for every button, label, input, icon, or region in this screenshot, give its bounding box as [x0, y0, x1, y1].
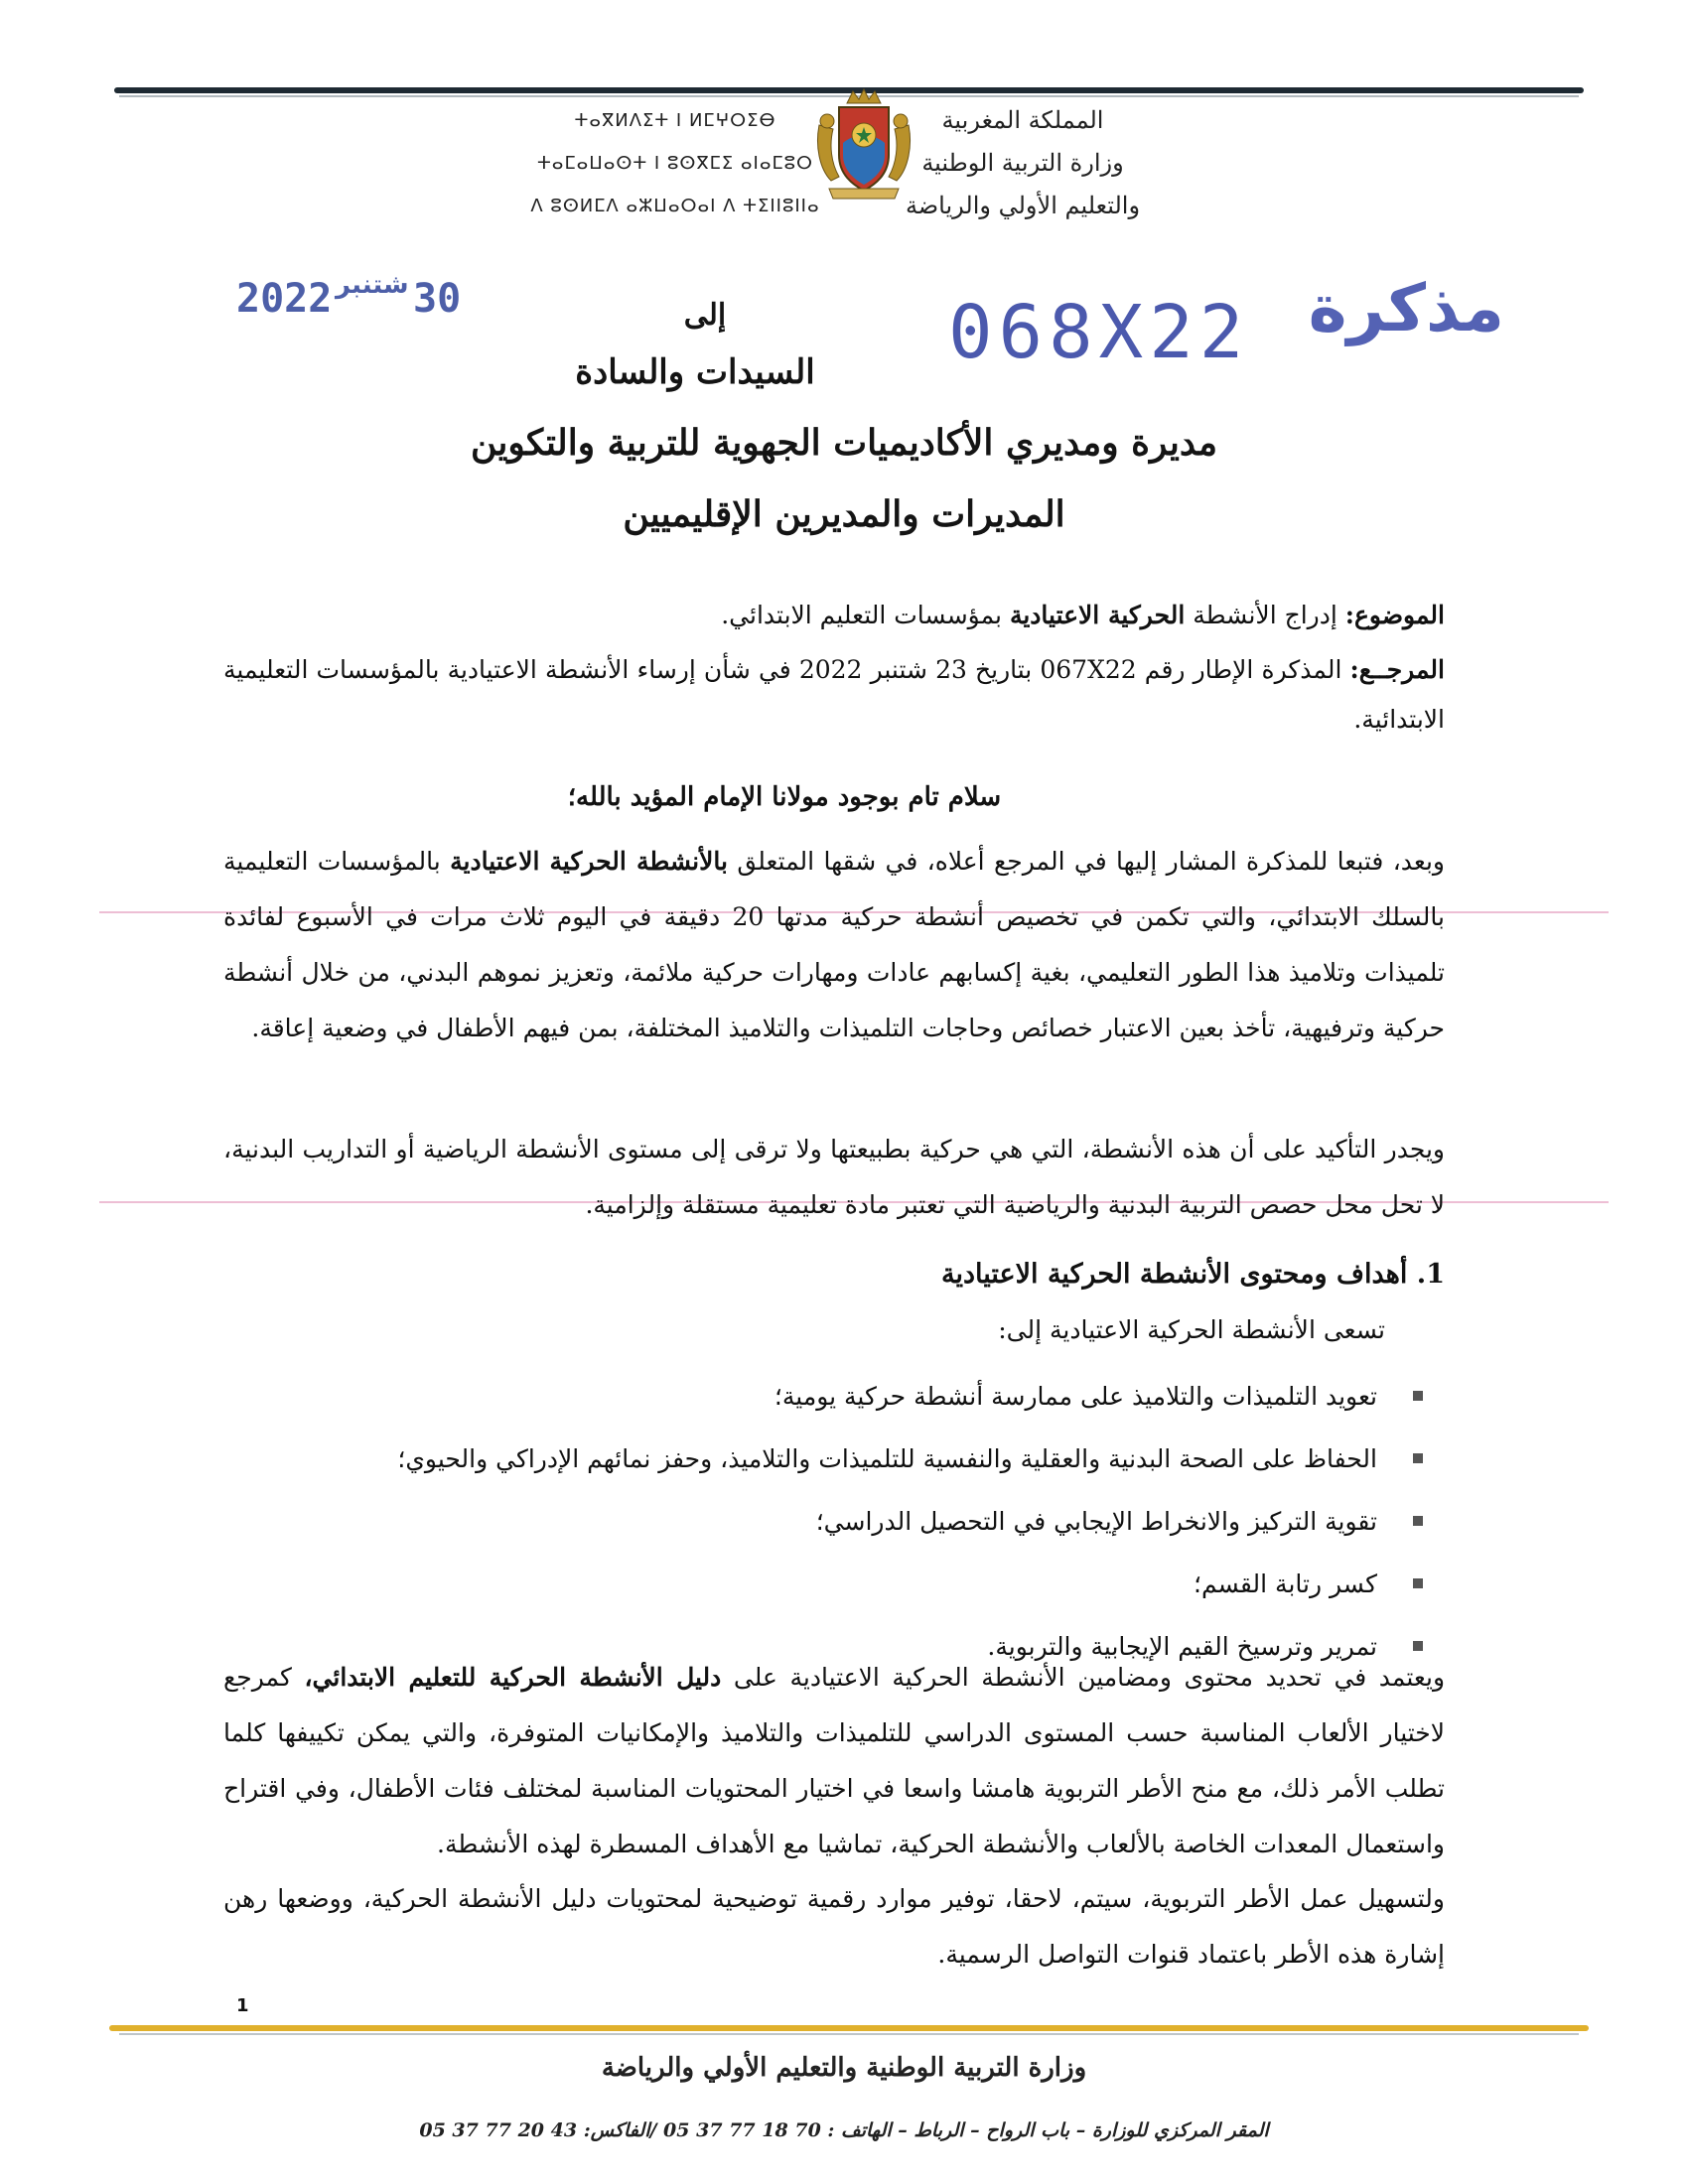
objectives-list	[223, 1365, 1435, 1678]
list-item-text: تقوية التركيز والانخراط الإيجابي في التحصيل الدراسي؛	[815, 1507, 1377, 1536]
reference-label: المرجــع:	[1349, 655, 1445, 684]
header-tifinagh-block	[516, 99, 834, 227]
section-1-number: 1.	[1416, 1259, 1445, 1290]
salutation: سلام تام بوجود مولانا الإمام المؤيد بالله؛	[567, 782, 1002, 812]
subject-text-after: بمؤسسات التعليم الابتدائي.	[721, 601, 1010, 629]
paragraph-2: ويجدر التأكيد على أن هذه الأنشطة، التي هي حركية بطبيعتها ولا ترقى إلى مستوى الأنشطة الرياضية أو التداريب البدنية، لا تحل محل حصص التربية البدنية والرياضية التي تعتبر مادة تعليمية مستقلة وإلزامية.	[223, 1135, 1445, 1219]
list-item-text: تعويد التلميذات والتلاميذ على ممارسة أنشطة حركية يومية؛	[774, 1382, 1377, 1411]
footer-address: المقر المركزي للوزارة – باب الرواح – الرباط – الهاتف : 70 18 77 37 05 /الفاكس: 43 20 77 37 05	[419, 2119, 1269, 2141]
paragraph-1-after: بالمؤسسات التعليمية بالسلك الابتدائي، والتي تكمن في تخصيص أنشطة حركية مدتها 20 دقيقة في اليوم ثلاث مرات في الأسبوع لفائدة تلميذات وتلاميذ هذا الطور التعليمي، بغية إكسابهم عادات ومهارات حركية ملائمة، وتعزيز نموهم البدني، من خلال أنشطة حركية وترفيهية، تأخذ بعين الاعتبار خصائص وحاجات التلميذات والتلاميذ المختلفة، بمن فيهم الأطفال في وضعية إعاقة.	[223, 847, 1445, 1042]
addressee-line-1: السيدات والسادة	[575, 352, 815, 392]
paragraph-3-after: كمرجع لاختيار الألعاب المناسبة حسب المستوى الدراسي للتلميذات والتلاميذ والإمكانيات المتوفرة، والتي يمكن تكييفها كلما تطلب الأمر ذلك، مع منح الأطر التربوية هامشا واسعا في اختيار المحتويات المناسبة لمختلف فئات الأطفال، وفي اقتراح واستعمال المعدات الخاصة بالألعاب والأنشطة الحركية، تماشيا مع الأهداف المسطرة لهذه الأنشطة.	[223, 1663, 1445, 1858]
bullet-square-icon	[1413, 1453, 1423, 1463]
header-tifinagh-line-1: ⵜⴰⴳⵍⴷⵉⵜ ⵏ ⵍⵎⵖⵔⵉⴱ	[574, 110, 776, 131]
paragraph-3-bold: دليل الأنشطة الحركية للتعليم الابتدائي،	[304, 1663, 722, 1692]
footer-rule	[109, 2025, 1589, 2031]
list-item-text: الحفاظ على الصحة البدنية والعقلية والنفسية للتلميذات والتلاميذ، وحفز نمائهم الإدراكي والحيوي؛	[397, 1444, 1377, 1473]
bullet-square-icon	[1413, 1516, 1423, 1526]
section-1-title-text: أهداف ومحتوى الأنشطة الحركية الاعتيادية	[941, 1259, 1408, 1290]
memo-number-stamp: 068X22	[948, 290, 1250, 375]
addressee-line-2: مديرة ومديري الأكاديميات الجهوية للتربية والتكوين	[470, 422, 1218, 464]
paragraph-3-before: ويعتمد في تحديد محتوى ومضامين الأنشطة الحركية الاعتيادية على	[721, 1663, 1446, 1692]
bullet-square-icon	[1413, 1578, 1423, 1588]
page-number: 1	[236, 1995, 249, 2016]
footer-rule-shadow	[119, 2033, 1579, 2035]
paragraph-4: ولتسهيل عمل الأطر التربوية، سيتم، لاحقا، توفير موارد رقمية توضيحية لمحتويات دليل الأنشطة الحركية، ووضعها رهن إشارة هذه الأطر باعتماد قنوات التواصل الرسمية.	[223, 1884, 1445, 1969]
subject-label: الموضوع:	[1344, 601, 1445, 629]
subject-line	[223, 593, 1445, 638]
memo-word-stamp: مذكرة	[1308, 270, 1504, 346]
paragraph-3	[223, 1650, 1445, 1872]
footer-ministry-name: وزارة التربية الوطنية والتعليم الأولي والرياضة	[601, 2053, 1087, 2083]
addressee-line-3: المديرات والمديرين الإقليميين	[623, 493, 1065, 535]
list-item	[223, 1490, 1435, 1553]
date-stamp-year: 2022	[236, 276, 333, 322]
paragraph-1-bold: بالأنشطة الحركية الاعتيادية	[450, 847, 728, 876]
list-item-text: تمرير وترسيخ القيم الإيجابية والتربوية.	[987, 1632, 1377, 1661]
addressee-to: إلى	[683, 298, 727, 333]
section-1-title	[551, 1259, 1445, 1290]
subject-text-before: إدراج الأنشطة	[1185, 601, 1345, 629]
section-1-intro: تسعى الأنشطة الحركية الاعتيادية إلى:	[998, 1315, 1385, 1344]
reference-text: المذكرة الإطار رقم 067X22 بتاريخ 23 شتنبر 2022 في شأن إرساء الأنشطة الاعتيادية بالمؤسسات التعليمية الابتدائية.	[223, 655, 1445, 734]
header-arabic-line-3: والتعليم الأولي والرياضة	[905, 192, 1141, 219]
header-tifinagh-line-2: ⵜⴰⵎⴰⵡⴰⵙⵜ ⵏ ⵓⵙⴳⵎⵉ ⴰⵏⴰⵎⵓⵔ	[536, 153, 813, 174]
list-item	[223, 1553, 1435, 1615]
reference-line	[223, 645, 1445, 745]
list-item	[223, 1365, 1435, 1428]
header-tifinagh-line-3: ⴷ ⵓⵙⵍⵎⴷ ⴰⵣⵡⴰⵔⴰⵏ ⴷ ⵜⵉⵏⵏⵓⵏⵏⴰ	[530, 196, 820, 216]
date-stamp	[236, 270, 475, 330]
list-item-text: كسر رتابة القسم؛	[1194, 1570, 1377, 1598]
header-arabic-line-2: وزارة التربية الوطنية	[921, 149, 1124, 177]
bullet-square-icon	[1413, 1391, 1423, 1401]
date-stamp-month: شتنبر	[336, 270, 409, 300]
paragraph-1	[223, 834, 1445, 1056]
subject-text-bold: الحركية الاعتيادية	[1009, 601, 1186, 629]
list-item	[223, 1428, 1435, 1490]
header-arabic-line-1: المملكة المغربية	[941, 106, 1104, 134]
paragraph-1-before: وبعد، فتبعا للمذكرة المشار إليها في المرجع أعلاه، في شقها المتعلق	[727, 847, 1446, 876]
date-stamp-day: 30	[413, 276, 462, 322]
